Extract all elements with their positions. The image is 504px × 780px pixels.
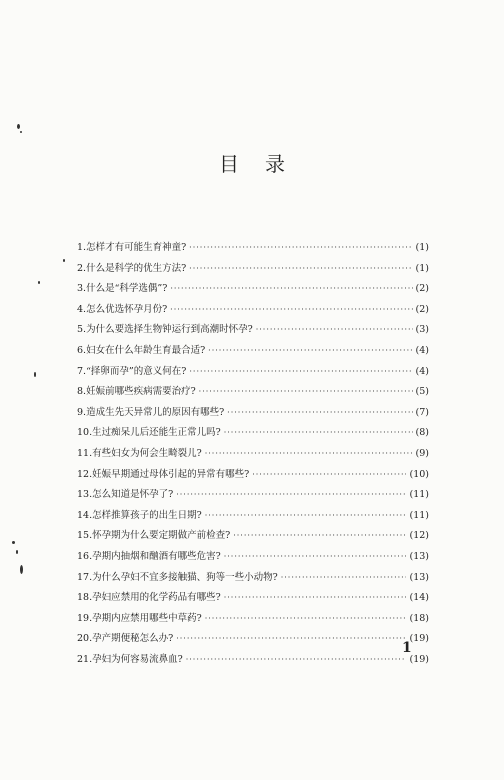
toc-entry-number: 19. xyxy=(77,612,93,624)
toc-entry xyxy=(77,382,429,403)
dot-leader xyxy=(224,547,407,568)
dot-leader xyxy=(170,279,412,300)
toc-entry-number: 15. xyxy=(77,530,93,542)
toc-entry-title: 生过痴呆儿后还能生正常儿吗? xyxy=(92,427,221,439)
toc-entry-page: (11) xyxy=(409,509,429,521)
toc-entry-page: (19) xyxy=(409,653,429,665)
toc-entry-page: (1) xyxy=(415,262,429,274)
toc-entry-title: 为什么孕妇不宜多接触猫、狗等一些小动物? xyxy=(92,571,278,583)
toc-entry-page: (13) xyxy=(409,571,429,583)
toc-entry-title: 孕妇为何容易流鼻血? xyxy=(92,653,183,665)
toc-entry xyxy=(77,588,429,609)
dot-leader xyxy=(281,568,407,589)
toc-entry-number: 4. xyxy=(77,303,87,315)
page-number: 1 xyxy=(402,640,412,656)
toc-entry-number: 18. xyxy=(77,592,93,604)
scan-speck xyxy=(34,372,36,377)
page-title: 目录 xyxy=(219,152,311,176)
toc-entry-number: 13. xyxy=(77,489,93,501)
toc-entry-title: 孕产期便秘怎么办? xyxy=(92,633,174,645)
toc-entry-number: 11. xyxy=(77,447,93,459)
toc-entry-title: 妇女在什么年龄生育最合适? xyxy=(86,344,206,356)
toc-entry-number: 20. xyxy=(77,633,93,645)
dot-leader xyxy=(176,629,406,650)
dot-leader xyxy=(205,506,407,527)
toc-entry-number: 3. xyxy=(77,283,87,295)
table-of-contents xyxy=(77,238,429,670)
toc-entry-title: 孕期内应禁用哪些中草药? xyxy=(92,612,202,624)
toc-entry-number: 6. xyxy=(77,344,87,356)
toc-entry xyxy=(77,300,429,321)
toc-entry-title: 怎样才有可能生育神童? xyxy=(86,242,187,253)
dot-leader xyxy=(224,423,413,444)
toc-entry-page: (4) xyxy=(415,344,429,356)
toc-entry xyxy=(77,629,429,650)
toc-entry-title: 孕妇应禁用的化学药品有哪些? xyxy=(92,592,221,604)
scan-speck xyxy=(20,565,23,574)
toc-entry-page: (12) xyxy=(409,530,429,542)
scan-speck xyxy=(12,541,15,544)
dot-leader xyxy=(252,465,406,486)
scan-speck xyxy=(20,131,22,133)
dot-leader xyxy=(208,341,412,362)
dot-leader xyxy=(176,485,406,506)
toc-entry xyxy=(77,341,429,362)
toc-entry-number: 7. xyxy=(77,365,87,377)
toc-entry xyxy=(77,609,429,630)
toc-entry-number: 10. xyxy=(77,427,93,439)
toc-entry-title: 什么是“科学选偶”? xyxy=(86,283,168,295)
toc-entry-page: (13) xyxy=(409,550,429,562)
toc-entry-page: (14) xyxy=(409,592,429,604)
toc-entry-page: (9) xyxy=(415,447,429,459)
toc-entry-number: 9. xyxy=(77,406,87,418)
toc-entry xyxy=(77,547,429,568)
dot-leader xyxy=(186,650,407,671)
toc-entry-title: “择卵而孕”的意义何在? xyxy=(86,365,187,377)
toc-entry xyxy=(77,485,429,506)
toc-entry-title: 怀孕期为什么要定期做产前检查? xyxy=(92,530,231,542)
toc-entry-title: 为什么要选择生物钟运行到高潮时怀孕? xyxy=(86,324,253,336)
toc-entry-page: (8) xyxy=(415,427,429,439)
dot-leader xyxy=(199,382,413,403)
dot-leader xyxy=(224,588,407,609)
toc-entry xyxy=(77,259,429,280)
toc-entry xyxy=(77,568,429,589)
scan-speck xyxy=(16,550,18,554)
toc-entry-number: 2. xyxy=(77,262,87,274)
toc-entry-page: (11) xyxy=(409,489,429,501)
toc-entry xyxy=(77,320,429,341)
toc-entry xyxy=(77,279,429,300)
toc-entry-number: 5. xyxy=(77,324,87,336)
toc-entry-page: (10) xyxy=(409,468,429,480)
toc-entry-number: 8. xyxy=(77,386,87,398)
scan-speck xyxy=(17,124,20,129)
toc-entry xyxy=(77,526,429,547)
toc-entry-page: (2) xyxy=(415,303,429,315)
dot-leader xyxy=(189,362,412,383)
toc-entry-page: (7) xyxy=(415,406,429,418)
toc-entry-number: 16. xyxy=(77,550,93,562)
toc-entry xyxy=(77,362,429,383)
dot-leader xyxy=(205,609,407,630)
dot-leader xyxy=(205,444,413,465)
toc-entry-title: 有些妇女为何会生畸裂儿? xyxy=(92,447,202,459)
dot-leader xyxy=(233,526,406,547)
toc-entry-page: (1) xyxy=(415,242,429,253)
toc-entry-number: 12. xyxy=(77,468,93,480)
dot-leader xyxy=(256,320,413,341)
toc-entry-number: 1. xyxy=(77,242,87,253)
toc-entry-page: (4) xyxy=(415,365,429,377)
toc-entry xyxy=(77,650,429,671)
toc-entry-page: (18) xyxy=(409,612,429,624)
scan-speck xyxy=(63,259,65,262)
dot-leader xyxy=(189,238,412,259)
toc-entry-title: 妊娠早期通过母体引起的异常有哪些? xyxy=(92,468,250,480)
dot-leader xyxy=(227,403,412,424)
toc-entry-title: 怎样推算孩子的出生日期? xyxy=(92,509,202,521)
toc-entry-page: (3) xyxy=(415,324,429,336)
toc-entry-number: 21. xyxy=(77,653,93,665)
toc-entry-number: 17. xyxy=(77,571,93,583)
toc-entry xyxy=(77,238,429,259)
toc-entry-title: 造成生先天异常儿的原因有哪些? xyxy=(86,406,225,418)
toc-entry xyxy=(77,506,429,527)
dot-leader xyxy=(189,259,412,280)
toc-entry-title: 怎么知道是怀孕了? xyxy=(92,489,174,501)
toc-entry-title: 孕期内抽烟和酗酒有哪些危害? xyxy=(92,550,221,562)
scan-speck xyxy=(38,281,40,284)
toc-entry-page: (5) xyxy=(415,386,429,398)
toc-entry-page: (2) xyxy=(415,283,429,295)
toc-entry xyxy=(77,403,429,424)
toc-entry xyxy=(77,465,429,486)
toc-entry-title: 什么是科学的优生方法? xyxy=(86,262,187,274)
toc-entry-number: 14. xyxy=(77,509,93,521)
dot-leader xyxy=(170,300,412,321)
toc-entry-title: 妊娠前哪些疾病需要治疗? xyxy=(86,386,196,398)
toc-entry xyxy=(77,444,429,465)
toc-entry-page: (19) xyxy=(409,633,429,645)
toc-entry-title: 怎么优选怀孕月份? xyxy=(86,303,168,315)
toc-entry xyxy=(77,423,429,444)
